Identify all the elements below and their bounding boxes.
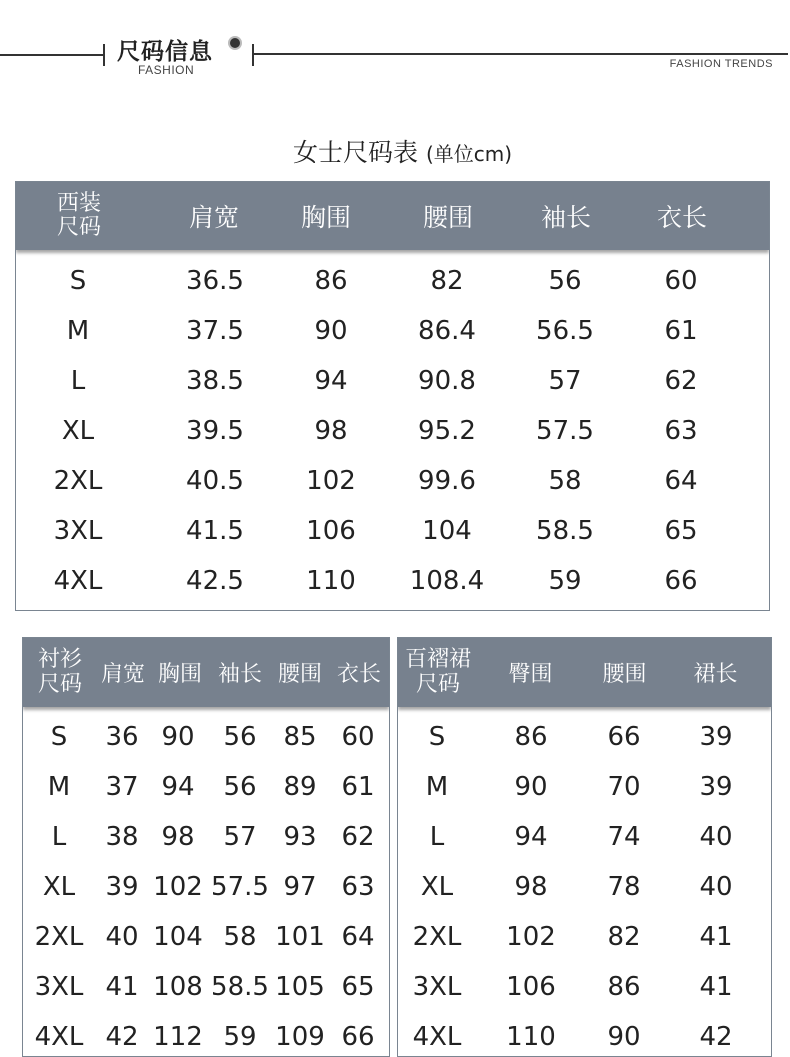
suit-col-length: 衣长 (656, 203, 707, 232)
suit-size-cell: 2XL (53, 466, 103, 496)
skirt-size-header-line1: 百褶裙 (404, 647, 471, 673)
skirt-size-header-line2: 尺码 (415, 671, 460, 697)
skirt-value-cell: 106 (506, 972, 556, 1002)
header-right-text: FASHION TRENDS (669, 58, 773, 70)
shirt-size-header-line1: 衬衫 (37, 647, 82, 673)
suit-size-cell: L (70, 366, 86, 396)
shirt-value-cell: 93 (283, 822, 317, 852)
suit-value-cell: 58 (548, 466, 582, 496)
shirt-size-cell: XL (42, 872, 76, 902)
shirt-value-cell: 102 (153, 872, 203, 902)
skirt-size-cell: 2XL (412, 922, 462, 952)
shirt-value-cell: 36 (105, 722, 139, 752)
shirt-value-cell: 94 (161, 772, 195, 802)
suit-value-cell: 58.5 (536, 516, 594, 546)
suit-col-shoulder: 肩宽 (188, 203, 239, 232)
skirt-size-cell: 3XL (412, 972, 462, 1002)
shirt-value-cell: 63 (341, 872, 375, 902)
shirt-value-cell: 97 (283, 872, 317, 902)
suit-value-cell: 38.5 (186, 366, 244, 396)
shirt-value-cell: 37 (105, 772, 139, 802)
skirt-col-waist: 腰围 (602, 662, 647, 687)
suit-value-cell: 90 (314, 316, 348, 346)
shirt-size-cell: M (47, 772, 71, 802)
suit-value-cell: 99.6 (418, 466, 476, 496)
suit-size-cell: XL (61, 416, 95, 446)
suit-value-cell: 66 (664, 566, 698, 596)
header-rule-right (252, 53, 788, 55)
skirt-value-cell: 42 (699, 1022, 733, 1052)
skirt-value-cell: 41 (699, 922, 733, 952)
shirt-col-shoulder: 肩宽 (100, 662, 145, 687)
skirt-size-header (400, 638, 476, 707)
skirt-value-cell: 86 (607, 972, 641, 1002)
skirt-table-header (398, 638, 771, 707)
shirt-col-chest: 胸围 (157, 662, 202, 687)
shirt-value-cell: 58.5 (211, 972, 269, 1002)
skirt-size-cell: 4XL (412, 1022, 462, 1052)
caption-unit: (单位cm) (425, 142, 513, 166)
skirt-size-table (397, 637, 772, 1057)
shirt-size-cell: 3XL (34, 972, 84, 1002)
skirt-value-cell: 70 (607, 772, 641, 802)
suit-value-cell: 104 (422, 516, 472, 546)
shirt-value-cell: 57 (223, 822, 257, 852)
shirt-value-cell: 56 (223, 772, 257, 802)
shirt-value-cell: 101 (275, 922, 325, 952)
suit-value-cell: 41.5 (186, 516, 244, 546)
shirt-value-cell: 57.5 (211, 872, 269, 902)
suit-value-cell: 42.5 (186, 566, 244, 596)
suit-value-cell: 108.4 (409, 566, 485, 596)
skirt-value-cell: 86 (514, 722, 548, 752)
suit-value-cell: 82 (430, 266, 464, 296)
suit-value-cell: 57 (548, 366, 582, 396)
shirt-value-cell: 38 (105, 822, 139, 852)
skirt-size-cell: XL (420, 872, 454, 902)
suit-size-cell: 3XL (53, 516, 103, 546)
suit-value-cell: 65 (664, 516, 698, 546)
shirt-value-cell: 109 (275, 1022, 325, 1052)
suit-col-sleeve: 袖长 (540, 203, 591, 232)
shirt-size-cell: 4XL (34, 1022, 84, 1052)
suit-value-cell: 86.4 (418, 316, 476, 346)
skirt-value-cell: 66 (607, 722, 641, 752)
suit-value-cell: 39.5 (186, 416, 244, 446)
header-rule-left (0, 54, 104, 56)
suit-value-cell: 63 (664, 416, 698, 446)
shirt-value-cell: 64 (341, 922, 375, 952)
suit-value-cell: 60 (664, 266, 698, 296)
suit-size-cell: S (69, 266, 87, 296)
skirt-col-length: 裙长 (693, 662, 738, 687)
suit-size-header (42, 182, 116, 250)
skirt-value-cell: 78 (607, 872, 641, 902)
suit-value-cell: 90.8 (418, 366, 476, 396)
shirt-value-cell: 65 (341, 972, 375, 1002)
shirt-value-cell: 104 (153, 922, 203, 952)
suit-size-cell: M (66, 316, 90, 346)
skirt-value-cell: 74 (607, 822, 641, 852)
suit-value-cell: 102 (306, 466, 356, 496)
suit-col-waist: 腰围 (422, 203, 473, 232)
suit-value-cell: 40.5 (186, 466, 244, 496)
header-subtitle: FASHION (138, 63, 195, 77)
skirt-value-cell: 40 (699, 872, 733, 902)
shirt-col-sleeve: 袖长 (217, 662, 262, 687)
shirt-value-cell: 85 (283, 722, 317, 752)
skirt-value-cell: 39 (699, 772, 733, 802)
skirt-value-cell: 82 (607, 922, 641, 952)
shirt-size-cell: L (51, 822, 67, 852)
shirt-value-cell: 89 (283, 772, 317, 802)
skirt-value-cell: 90 (607, 1022, 641, 1052)
suit-value-cell: 56.5 (536, 316, 594, 346)
shirt-value-cell: 56 (223, 722, 257, 752)
suit-value-cell: 62 (664, 366, 698, 396)
shirt-size-cell: 2XL (34, 922, 84, 952)
shirt-size-header-line2: 尺码 (37, 671, 82, 697)
shirt-table-header (23, 638, 389, 707)
header-tick-left (103, 44, 105, 66)
suit-table-header (16, 182, 769, 250)
suit-value-cell: 94 (314, 366, 348, 396)
shirt-size-table (22, 637, 390, 1057)
shirt-size-cell: S (50, 722, 68, 752)
skirt-value-cell: 41 (699, 972, 733, 1002)
suit-col-chest: 胸围 (300, 203, 351, 232)
shirt-value-cell: 42 (105, 1022, 139, 1052)
shirt-value-cell: 39 (105, 872, 139, 902)
suit-value-cell: 106 (306, 516, 356, 546)
shirt-value-cell: 41 (105, 972, 139, 1002)
suit-value-cell: 110 (306, 566, 356, 596)
suit-value-cell: 95.2 (418, 416, 476, 446)
header-title: 尺码信息 (117, 39, 213, 65)
skirt-value-cell: 40 (699, 822, 733, 852)
header-tick-right (252, 44, 254, 66)
skirt-size-cell: M (425, 772, 449, 802)
suit-value-cell: 56 (548, 266, 582, 296)
suit-value-cell: 37.5 (186, 316, 244, 346)
bullet-icon (230, 38, 240, 48)
shirt-value-cell: 40 (105, 922, 139, 952)
shirt-value-cell: 98 (161, 822, 195, 852)
shirt-value-cell: 112 (153, 1022, 203, 1052)
shirt-value-cell: 105 (275, 972, 325, 1002)
shirt-value-cell: 108 (153, 972, 203, 1002)
skirt-value-cell: 90 (514, 772, 548, 802)
shirt-value-cell: 62 (341, 822, 375, 852)
suit-value-cell: 98 (314, 416, 348, 446)
shirt-col-length: 衣长 (336, 662, 381, 687)
shirt-value-cell: 90 (161, 722, 195, 752)
suit-value-cell: 57.5 (536, 416, 594, 446)
suit-value-cell: 59 (548, 566, 582, 596)
shirt-value-cell: 59 (223, 1022, 257, 1052)
skirt-size-cell: L (429, 822, 445, 852)
table-caption (0, 133, 790, 169)
shirt-value-cell: 58 (223, 922, 257, 952)
suit-size-table (15, 181, 770, 611)
skirt-value-cell: 102 (506, 922, 556, 952)
skirt-size-cell: S (428, 722, 446, 752)
suit-value-cell: 36.5 (186, 266, 244, 296)
caption-title: 女士尺码表 (292, 138, 418, 167)
shirt-value-cell: 60 (341, 722, 375, 752)
suit-value-cell: 64 (664, 466, 698, 496)
suit-size-header-line1: 西装 (56, 190, 101, 216)
shirt-col-waist: 腰围 (277, 662, 322, 687)
skirt-col-hip: 臀围 (508, 662, 553, 687)
shirt-value-cell: 61 (341, 772, 375, 802)
skirt-value-cell: 98 (514, 872, 548, 902)
suit-value-cell: 61 (664, 316, 698, 346)
suit-size-cell: 4XL (53, 566, 103, 596)
suit-value-cell: 86 (314, 266, 348, 296)
skirt-value-cell: 110 (506, 1022, 556, 1052)
shirt-size-header (27, 638, 93, 707)
shirt-value-cell: 66 (341, 1022, 375, 1052)
skirt-value-cell: 94 (514, 822, 548, 852)
skirt-value-cell: 39 (699, 722, 733, 752)
suit-size-header-line2: 尺码 (56, 215, 101, 240)
